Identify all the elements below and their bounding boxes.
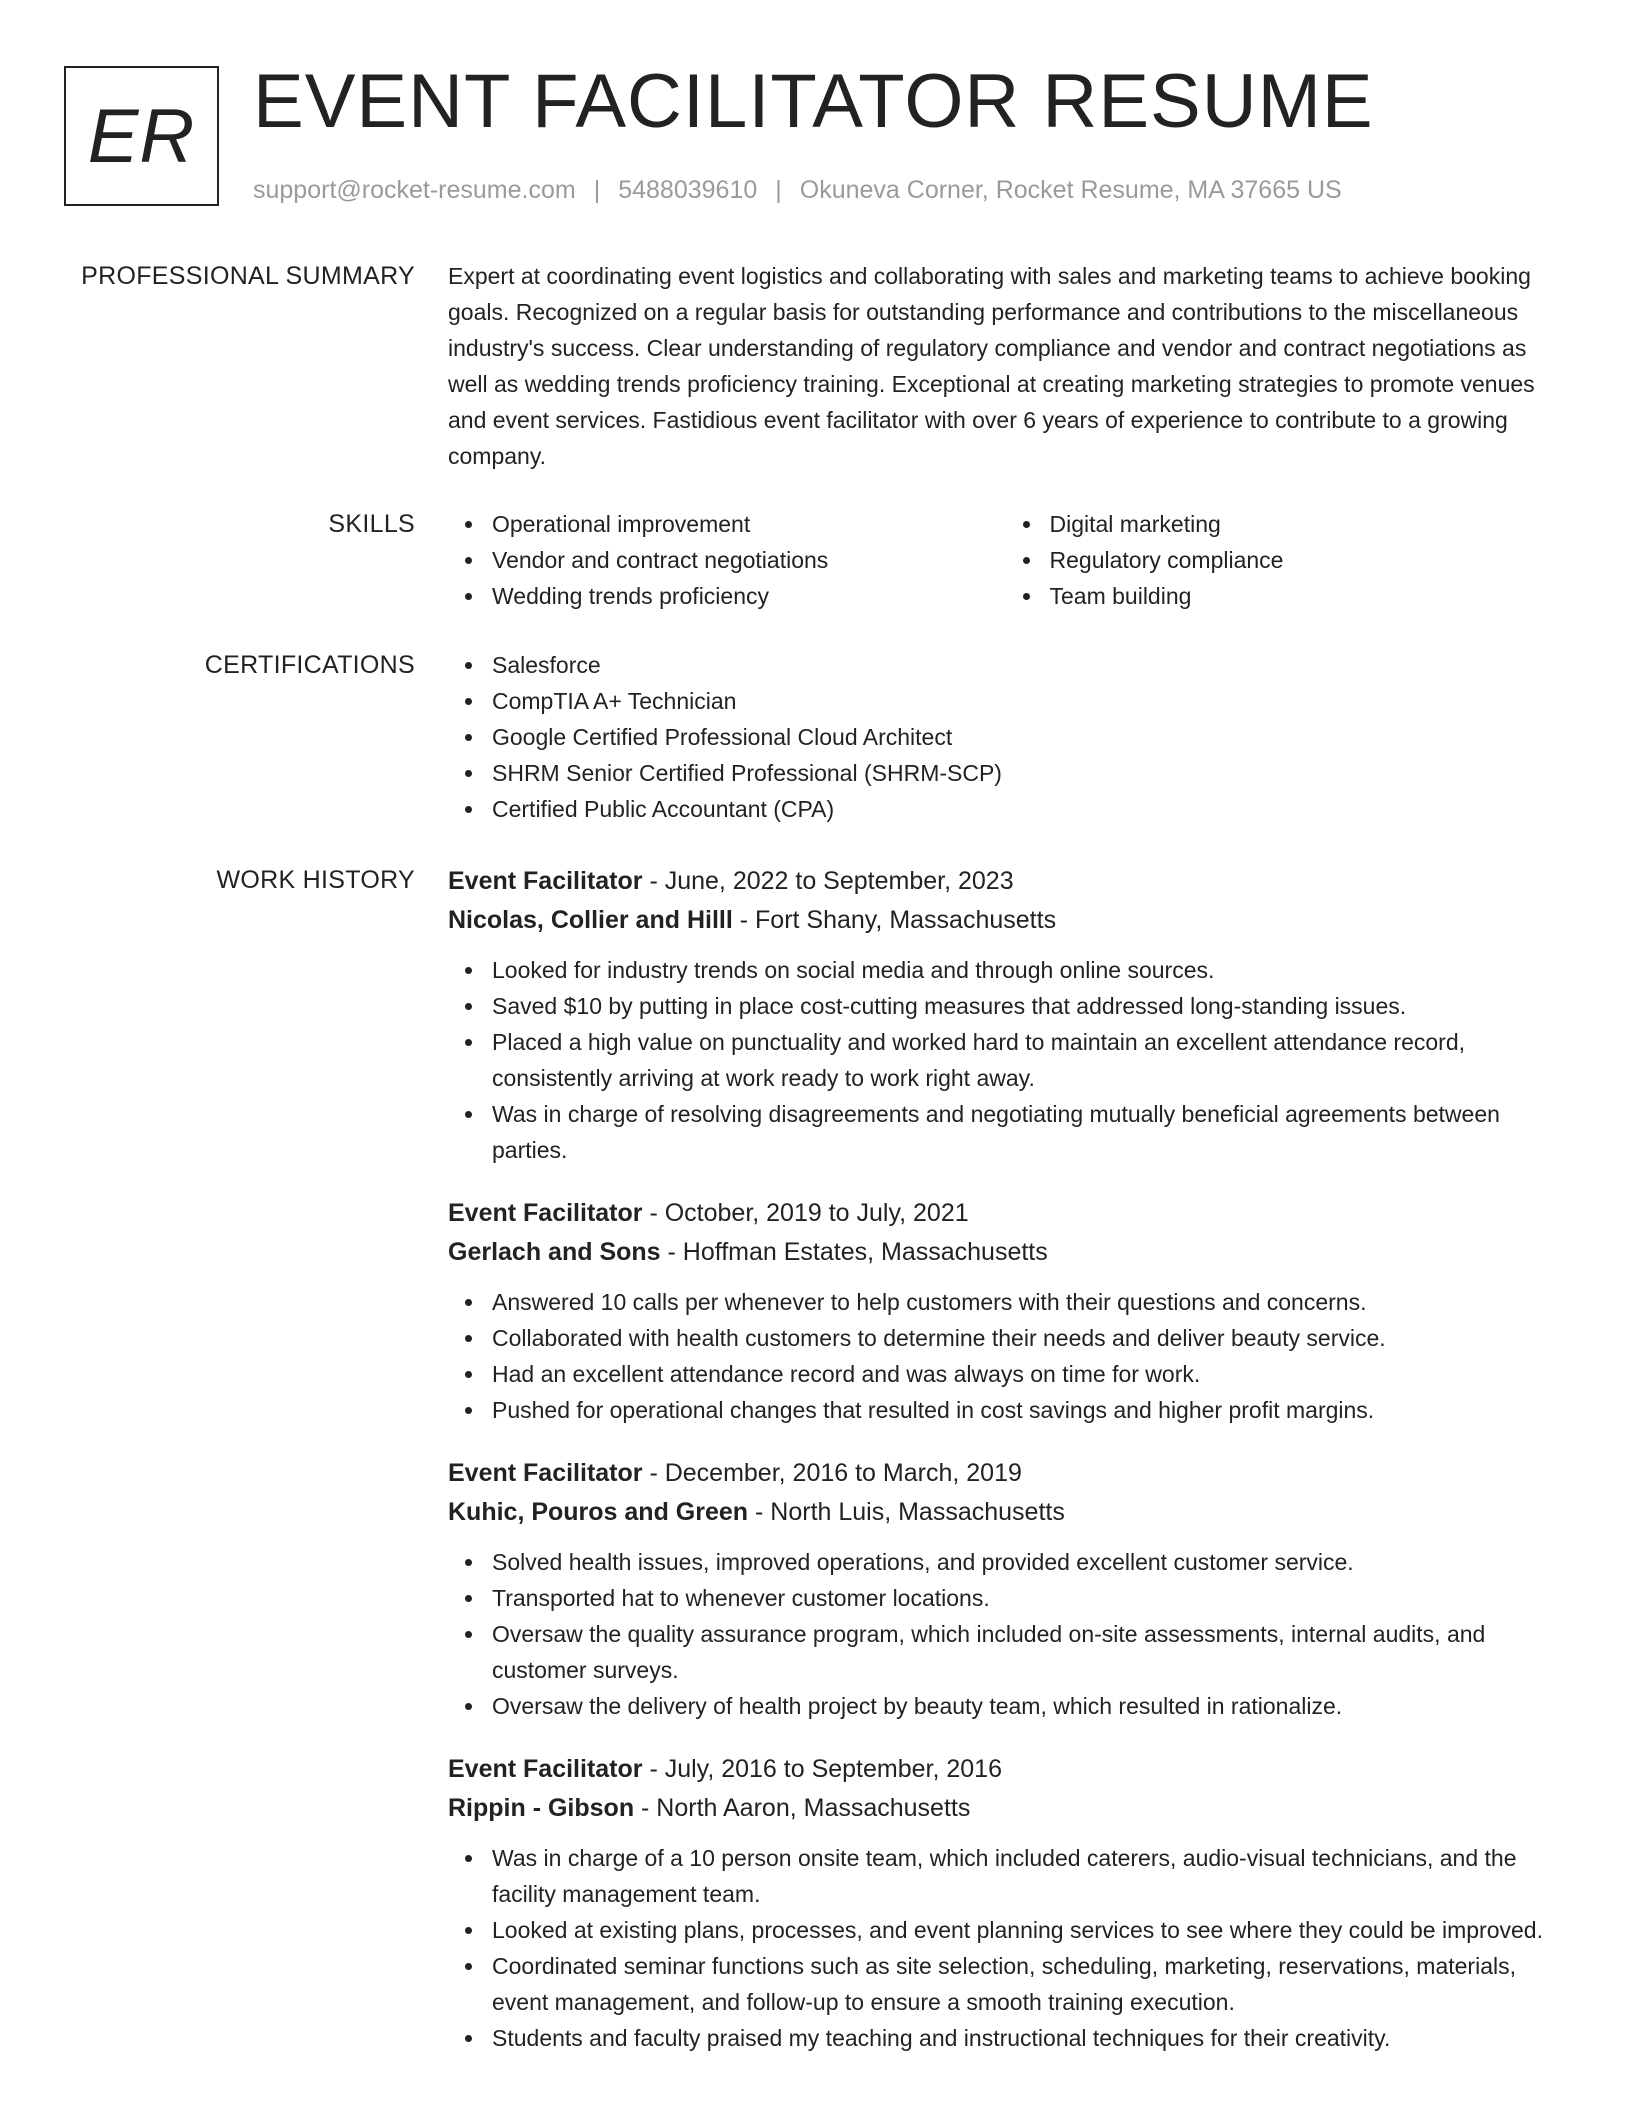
job-location: - Fort Shany, Massachusetts bbox=[732, 906, 1057, 934]
job-company: Kuhic, Pouros and Green bbox=[448, 1498, 749, 1526]
list-item: Saved $10 by putting in place cost-cutting measures that addressed long-standing issues. bbox=[492, 988, 1563, 1024]
list-item: Coordinated seminar functions such as site selection, scheduling, marketing, reservations, materials, event management, and follow-up to ensure a smooth training execution. bbox=[492, 1948, 1563, 2020]
list-item: SHRM Senior Certified Professional (SHRM-SCP) bbox=[492, 755, 1563, 791]
section-heading-work-history: WORK HISTORY bbox=[216, 866, 415, 894]
job-company-line bbox=[448, 1789, 1563, 1828]
job-title: Event Facilitator bbox=[448, 1459, 643, 1487]
contact-phone: 5488039610 bbox=[618, 176, 758, 204]
job-title-line bbox=[448, 1750, 1563, 1789]
contact-separator: | bbox=[775, 176, 782, 204]
skills-list-left bbox=[448, 506, 1006, 614]
job-title-line bbox=[448, 1194, 1563, 1233]
list-item: Students and faculty praised my teaching and instructional techniques for their creativity. bbox=[492, 2020, 1563, 2056]
list-item: Looked at existing plans, processes, and event planning services to see where they could be improved. bbox=[492, 1912, 1563, 1948]
job-title: Event Facilitator bbox=[448, 1755, 643, 1783]
list-item: Wedding trends proficiency bbox=[492, 578, 1006, 614]
section-heading-skills: SKILLS bbox=[328, 510, 415, 538]
contact-separator: | bbox=[593, 176, 601, 204]
monogram-initials: ER bbox=[87, 93, 196, 179]
list-item: Oversaw the quality assurance program, which included on-site assessments, internal audits, and customer surveys. bbox=[492, 1616, 1563, 1688]
job-location: - North Aaron, Massachusetts bbox=[634, 1794, 971, 1822]
job-dates: - December, 2016 to March, 2019 bbox=[642, 1459, 1022, 1487]
job-entry bbox=[448, 1750, 1563, 2056]
section-heading-summary: PROFESSIONAL SUMMARY bbox=[81, 262, 415, 290]
certifications-list bbox=[448, 647, 1563, 827]
list-item: Certified Public Accountant (CPA) bbox=[492, 791, 1563, 827]
job-bullets bbox=[448, 1840, 1563, 2056]
list-item: Team building bbox=[1050, 578, 1564, 614]
job-location: - North Luis, Massachusetts bbox=[748, 1498, 1065, 1526]
skills-body bbox=[448, 506, 1563, 614]
work-history-body bbox=[448, 862, 1563, 2082]
job-entry bbox=[448, 1454, 1563, 1724]
list-item: Oversaw the delivery of health project by beauty team, which resulted in rationalize. bbox=[492, 1688, 1563, 1724]
list-item: Operational improvement bbox=[492, 506, 1006, 542]
job-title-line bbox=[448, 862, 1563, 901]
list-item: Was in charge of resolving disagreements and negotiating mutually beneficial agreements between parties. bbox=[492, 1096, 1563, 1168]
summary-body bbox=[448, 258, 1563, 474]
list-item: Salesforce bbox=[492, 647, 1563, 683]
job-company: Rippin - Gibson bbox=[448, 1794, 635, 1822]
skills-list-right bbox=[1006, 506, 1564, 614]
job-title-line bbox=[448, 1454, 1563, 1493]
list-item: Transported hat to whenever customer locations. bbox=[492, 1580, 1563, 1616]
job-entry bbox=[448, 862, 1563, 1168]
certifications-body bbox=[448, 647, 1563, 827]
resume-title: EVENT FACILITATOR RESUME bbox=[253, 59, 1374, 144]
list-item: Looked for industry trends on social media and through online sources. bbox=[492, 952, 1563, 988]
job-entry bbox=[448, 1194, 1563, 1428]
list-item: Collaborated with health customers to determine their needs and deliver beauty service. bbox=[492, 1320, 1563, 1356]
job-company-line bbox=[448, 901, 1563, 940]
job-dates: - June, 2022 to September, 2023 bbox=[642, 867, 1014, 895]
list-item: Regulatory compliance bbox=[1050, 542, 1564, 578]
job-title: Event Facilitator bbox=[448, 1199, 643, 1227]
job-company: Gerlach and Sons bbox=[448, 1238, 661, 1266]
list-item: Digital marketing bbox=[1050, 506, 1564, 542]
job-bullets bbox=[448, 952, 1563, 1168]
list-item: Placed a high value on punctuality and worked hard to maintain an excellent attendance record, consistently arriving at work ready to work right away. bbox=[492, 1024, 1563, 1096]
job-bullets bbox=[448, 1544, 1563, 1724]
job-company-line bbox=[448, 1233, 1563, 1272]
contact-address: Okuneva Corner, Rocket Resume, MA 37665 US bbox=[799, 176, 1342, 204]
list-item: CompTIA A+ Technician bbox=[492, 683, 1563, 719]
summary-text: Expert at coordinating event logistics and collaborating with sales and marketing teams to achieve booking goals. Recognized on a regular basis for outstanding performance and contributions to the miscellaneous industry's success. Clear understanding of regulatory compliance and vendor and contract negotiations as well as wedding trends proficiency training. Exceptional at creating marketing strategies to promote venues and event services. Fastidious event facilitator with over 6 years of experience to contribute to a growing company. bbox=[448, 263, 1535, 469]
monogram-box bbox=[64, 66, 219, 206]
section-heading-certifications: CERTIFICATIONS bbox=[204, 651, 415, 679]
job-bullets bbox=[448, 1284, 1563, 1428]
contact-email: support@rocket-resume.com bbox=[253, 176, 576, 204]
list-item: Was in charge of a 10 person onsite team, which included caterers, audio-visual technicians, and the facility management team. bbox=[492, 1840, 1563, 1912]
list-item: Google Certified Professional Cloud Architect bbox=[492, 719, 1563, 755]
job-title: Event Facilitator bbox=[448, 867, 643, 895]
job-dates: - July, 2016 to September, 2016 bbox=[642, 1755, 1002, 1783]
job-company: Nicolas, Collier and Hilll bbox=[448, 906, 733, 934]
list-item: Pushed for operational changes that resulted in cost savings and higher profit margins. bbox=[492, 1392, 1563, 1428]
list-item: Solved health issues, improved operations, and provided excellent customer service. bbox=[492, 1544, 1563, 1580]
list-item: Had an excellent attendance record and was always on time for work. bbox=[492, 1356, 1563, 1392]
list-item: Vendor and contract negotiations bbox=[492, 542, 1006, 578]
job-dates: - October, 2019 to July, 2021 bbox=[642, 1199, 969, 1227]
job-location: - Hoffman Estates, Massachusetts bbox=[660, 1238, 1048, 1266]
contact-line bbox=[253, 176, 1342, 205]
job-company-line bbox=[448, 1493, 1563, 1532]
list-item: Answered 10 calls per whenever to help customers with their questions and concerns. bbox=[492, 1284, 1563, 1320]
